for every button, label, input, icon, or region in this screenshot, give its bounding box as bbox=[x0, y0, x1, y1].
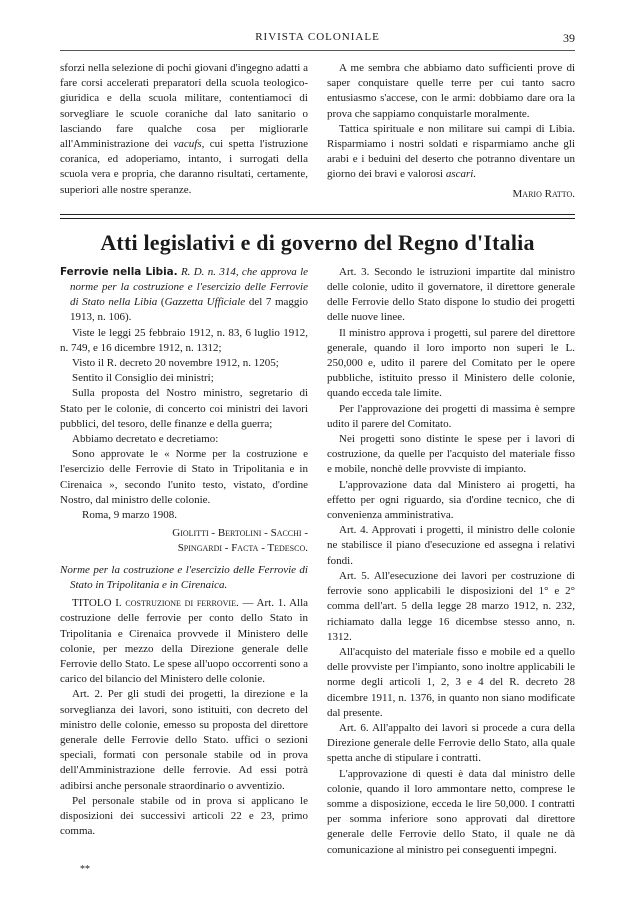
paragraph: Nei progetti sono distinte le spese per i lavori di costruzione, da quelle per l'acquisto del materiale fisso e mobile, nonchè delle provviste di impianto. bbox=[327, 433, 575, 476]
text: — Art. 1. Alla costruzione delle ferrovie per conto dello Stato in Tripolitania e Cirenaica provvede il Ministero delle colonie, per mezzo della Direzione generale delle Ferrovie dello Stato. Le spese all'uopo occorrenti sono a carico del bilancio del Ministero delle colonie. bbox=[60, 597, 309, 686]
paragraph: L'approvazione data dal Ministero ai progetti, ha effetto per ogni riguardo, sia d'ordine tecnico, che di convenienza amministrativa. bbox=[327, 478, 575, 522]
italic-term: vacufs bbox=[173, 138, 202, 151]
top-right-paragraph bbox=[327, 122, 575, 183]
decree-topic: Ferrovie nella Libia. bbox=[60, 265, 178, 278]
decree-summary: R. D. n. 314, che approva le norme per la costruzione e l'esercizio delle Ferrovie di Stato nella Libia bbox=[70, 265, 309, 309]
norme-title bbox=[60, 563, 308, 593]
paragraph: Sentito il Consiglio dei ministri; bbox=[72, 372, 214, 385]
paragraph: Art. 4. Approvati i progetti, il ministro delle colonie ne stabilisce il piano d'esecuzione ed assegna i relativi fondi. bbox=[327, 524, 575, 567]
titolo-label: TITOLO I. bbox=[72, 597, 122, 610]
paragraph: Art. 6. All'appalto dei lavori si procede a cura della Direzione generale delle Ferrovie dello Stato, alla quale spetta anche di stipulare i contratti. bbox=[327, 721, 575, 765]
text: del 7 maggio 1913, n. 106). bbox=[70, 296, 308, 324]
signatories: Spingardi - Facta - Tedesco. bbox=[177, 542, 308, 555]
top-article bbox=[60, 61, 575, 202]
author-signature: Mario Ratto. bbox=[512, 187, 575, 200]
text: Tattica spirituale e non militare sui campi di Libia. Risparmiamo i nostri soldati e risparmiamo anche gli arabi e i beduini del deserto che potranno diventare un giorno dei bravi e valorosi bbox=[327, 122, 575, 181]
top-right-paragraph: A me sembra che abbiamo dato sufficienti prove di saper conquistare quelle terre per cui tanto sacro entusiasmo s'accese, con le armi: dobbiamo dare ora la prova che sappiamo conquistarle moralmente. bbox=[327, 62, 575, 120]
right-column bbox=[327, 265, 575, 858]
paragraph: Abbiamo decretato e decretiamo: bbox=[72, 433, 219, 446]
paragraph: L'approvazione di questi è data dal ministro delle colonie, quando il loro ammontare netto, comprese le somme a disposizione, ecceda le lire 50,000. I contratti per somma inferiore sono approvati dal direttore generale delle Ferrovie dello Stato, il quale ne dà comunicazione al ministro pei conseguenti impegni. bbox=[327, 767, 575, 856]
italic-term: ascari. bbox=[445, 168, 477, 181]
text: Norme per la costruzione e l'esercizio delle Ferrovie di Stato in Tripolitania e in Cirenaica. bbox=[60, 563, 308, 591]
journal-title: RIVISTA COLONIALE bbox=[255, 31, 380, 43]
text: sforzi nella selezione di pochi giovani d'ingegno adatti a fare corsi accelerati preparatori della scuola teologico-giuridica e della scuola militare, contentiamoci di sorvegliare le scuole coraniche dal lato sanitario o lasciando fare qualche cosa per migliorarle all'Amministrazione dei bbox=[60, 62, 308, 151]
paragraph: Il ministro approva i progetti, sul parere del direttore generale, quando il loro importo non superi le L. 250,000 e, udito il parere del Comitato per le opere pubbliche, istituito presso il Ministero delle colonie, quando ecceda tale limite. bbox=[327, 326, 575, 400]
paragraph: All'acquisto del materiale fisso e mobile ed a quello delle provviste per l'impianto, sono inoltre applicabili le norme degli articoli 1, 2, 3 e 4 del R. decreto 28 dicembre 1911, n. 1376, in quanto non siano modificate dal presente. bbox=[327, 645, 575, 719]
top-left-paragraph bbox=[60, 61, 308, 198]
text: ( bbox=[160, 296, 165, 309]
decree-columns bbox=[60, 265, 575, 878]
paragraph: Pel personale stabile od in prova si applicano le disposizioni dei successivi articoli 22 e 23, primo comma. bbox=[60, 794, 308, 838]
text: , cui spetta l'istruzione coranica, ed adoperiamo, intanto, i surrogati della scuola vera e propria, che daranno risultati, certamente, superiori alle nostre speranze. bbox=[60, 138, 308, 196]
paragraph: Sono approvate le « Norme per la costruzione e l'esercizio delle Ferrovie di Stato in Tripolitania e in Cirenaica », secondo l'unito testo, vistato, d'ordine Nostro, dal ministro delle colonie. bbox=[60, 448, 308, 506]
signatories: Giolitti - Bertolini - Sacchi - bbox=[172, 527, 308, 540]
paragraph: Per l'approvazione dei progetti di massima è sempre udito il parere del Comitato. bbox=[327, 402, 575, 430]
running-header bbox=[60, 31, 575, 47]
titolo-name: costruzione di ferrovie. bbox=[125, 597, 239, 610]
article-1 bbox=[60, 596, 308, 687]
decree-heading bbox=[60, 265, 308, 326]
paragraph: Visto il R. decreto 20 novembre 1912, n. 1205; bbox=[72, 357, 279, 370]
paragraph: Viste le leggi 25 febbraio 1912, n. 83, 6 luglio 1912, n. 749, e 16 dicembre 1912, n. 1312; bbox=[60, 326, 308, 354]
left-column bbox=[60, 265, 308, 878]
top-left-column bbox=[60, 61, 308, 198]
gazette-name: Gazzetta Ufficiale bbox=[164, 296, 246, 309]
page-number: 39 bbox=[563, 31, 575, 45]
paragraph: Sulla proposta del Nostro ministro, segretario di Stato per le colonie, di concerto coi ministri dei lavori pubblici, del tesoro, delle finanze e della guerra; bbox=[60, 387, 308, 430]
paragraph: Art. 3. Secondo le istruzioni impartite dal ministro delle colonie, udito il governatore, il direttore generale delle Ferrovie dello Stato dispone lo studio dei progetti delle nuove linee. bbox=[327, 265, 575, 324]
article-2: Art. 2. Per gli studi dei progetti, la direzione e la sorveglianza dei lavori, sono istituiti, con decreto del ministro delle colonie, emesso su proposta del direttore generale delle Ferrovie dello Stato. uffici o sezioni speciali, formati con personale stabile od in prova dell'Amministrazione delle ferrovie. Ad essi potrà adibirsi anche personale straordinario o avventizio. bbox=[60, 688, 308, 792]
signature-mark: ** bbox=[80, 864, 90, 876]
date-line: Roma, 9 marzo 1908. bbox=[82, 509, 178, 522]
header-rule bbox=[60, 50, 575, 51]
section-double-rule bbox=[60, 214, 575, 219]
top-right-column bbox=[327, 61, 575, 202]
section-title: Atti legislativi e di governo del Regno d'Italia bbox=[100, 229, 535, 255]
paragraph: Art. 5. All'esecuzione dei lavori per costruzione di ferrovie sono applicabili le disposizioni del 1° e 2° comma dell'art. 5 della legge 28 marzo 1912, n. 232, richiamato dalla legge 16 dicembse stesso anno, n. 1312. bbox=[327, 569, 575, 643]
